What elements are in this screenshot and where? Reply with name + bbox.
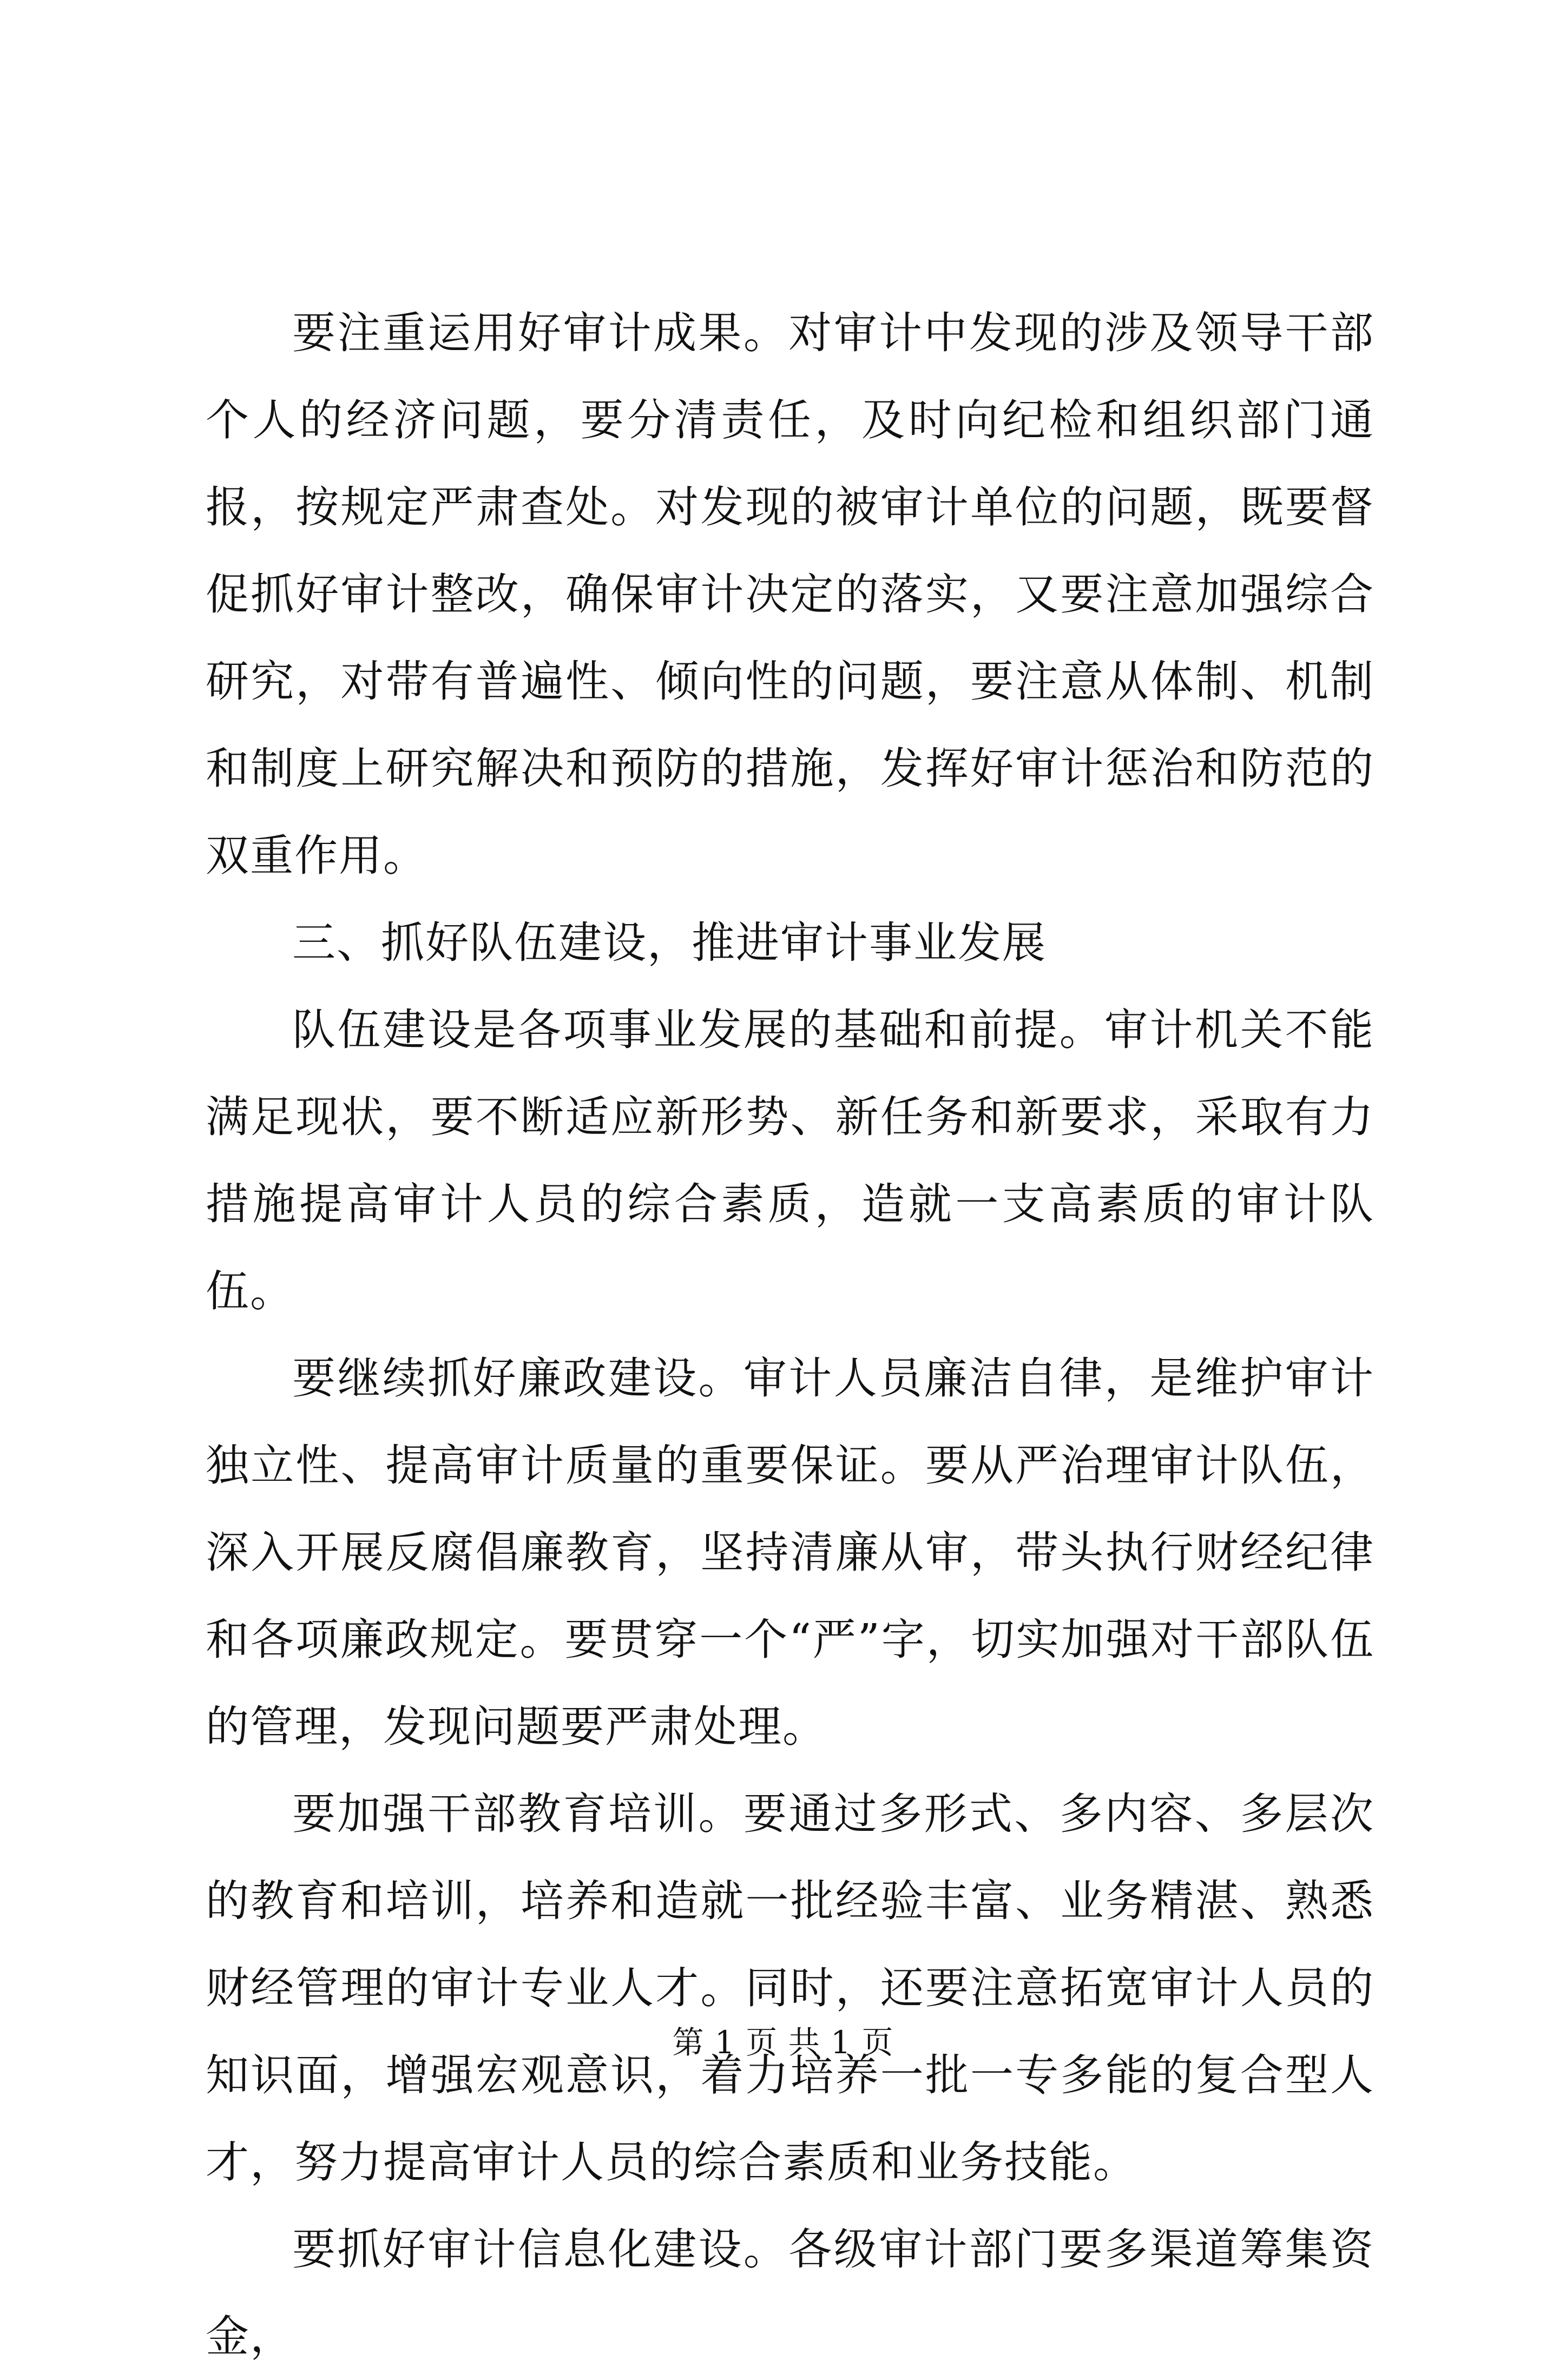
document-body [206, 289, 1374, 2380]
page-footer: 第 1 页 共 1 页 [672, 2024, 894, 2061]
paragraph-informatization: 要抓好审计信息化建设。各级审计部门要多渠道筹集资金， [206, 2224, 1374, 2362]
paragraph-integrity: 要继续抓好廉政建设。审计人员廉洁自律，是维护审计独立性、提高审计质量的重要保证。要从严治理审计队伍，深入开展反腐倡廉教育，坚持清廉从审，带头执行财经纪律和各项廉政规定。要贯穿一个“严”字，切实加强对干部队伍的管理，发现问题要严肃处理。 [206, 1353, 1374, 1752]
paragraph-training: 要加强干部教育培训。要通过多形式、多内容、多层次的教育和培训，培养和造就一批经验丰富、业务精湛、熟悉财经管理的审计专业人才。同时，还要注意拓宽审计人员的知识面，增强宏观意识，着力培养一批一专多能的复合型人才，努力提高审计人员的综合素质和业务技能。 [206, 1789, 1374, 2187]
paragraph-team-foundation: 队伍建设是各项事业发展的基础和前提。审计机关不能满足现状，要不断适应新形势、新任务和新要求，采取有力措施提高审计人员的综合素质，造就一支高素质的审计队伍。 [206, 1005, 1374, 1316]
paragraph-audit-results: 要注重运用好审计成果。对审计中发现的涉及领导干部个人的经济问题，要分清责任，及时向纪检和组织部门通报，按规定严肃查处。对发现的被审计单位的问题，既要督促抓好审计整改，确保审计决定的落实，又要注意加强综合研究，对带有普遍性、倾向性的问题，要注意从体制、机制和制度上研究解决和预防的措施，发挥好审计惩治和防范的双重作用。 [206, 308, 1374, 881]
section-heading-team-building: 三、抓好队伍建设，推进审计事业发展 [292, 918, 1047, 968]
